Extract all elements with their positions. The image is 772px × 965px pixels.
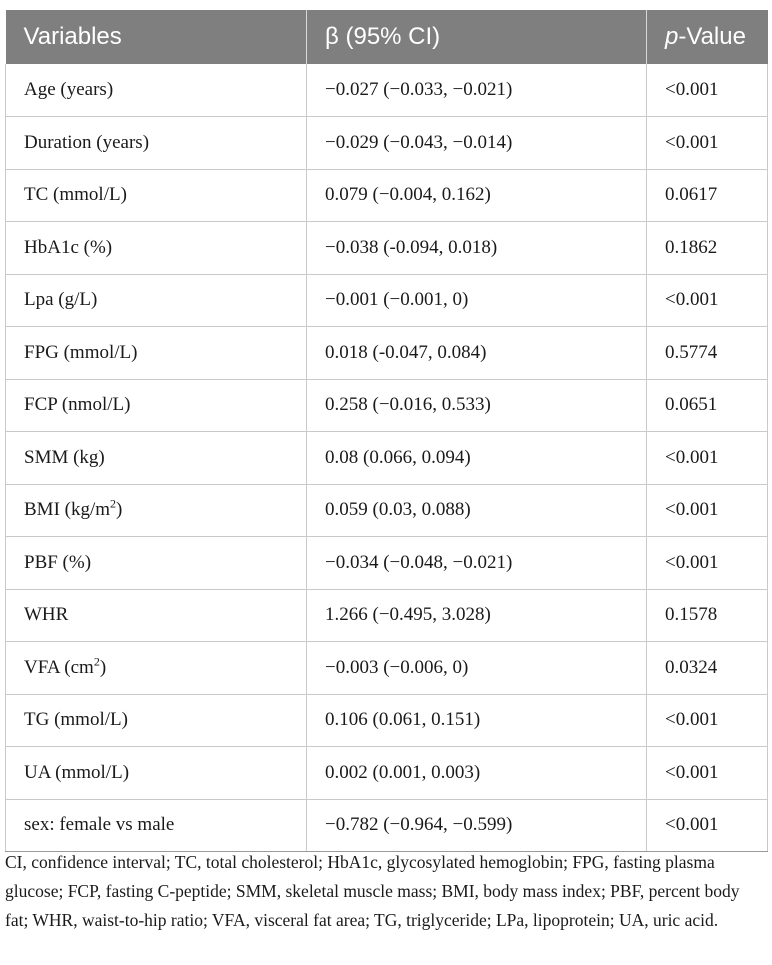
- p-value-cell: <0.001: [647, 537, 768, 590]
- table-row: [6, 64, 768, 117]
- regression-table: [5, 10, 768, 852]
- p-value-cell: <0.001: [647, 432, 768, 485]
- p-value-cell: 0.0617: [647, 169, 768, 222]
- beta-cell: 0.258 (−0.016, 0.533): [307, 379, 647, 432]
- variable-text-end: ): [116, 499, 123, 521]
- beta-cell: −0.034 (−0.048, −0.021): [307, 537, 647, 590]
- variable-cell: WHR: [6, 589, 307, 642]
- beta-cell: 0.002 (0.001, 0.003): [307, 747, 647, 800]
- beta-cell: −0.001 (−0.001, 0): [307, 274, 647, 327]
- table-row: [6, 799, 768, 852]
- variable-cell: Lpa (g/L): [6, 274, 307, 327]
- p-value-cell: <0.001: [647, 694, 768, 747]
- beta-cell: 0.106 (0.061, 0.151): [307, 694, 647, 747]
- p-value-cell: 0.1862: [647, 222, 768, 275]
- variable-text: BMI (kg/m: [24, 499, 111, 521]
- table-footnote: CI, confidence interval; TC, total cholesterol; HbA1c, glycosylated hemoglobin; FPG, fasting plasma glucose; FCP, fasting C-peptide; SMM, skeletal muscle mass; BMI, body mass index; PBF, percent body fat; WHR, waist-to-hip ratio; VFA, visceral fat area; TG, triglyceride; LPa, lipoprotein; UA, uric acid.: [5, 852, 740, 930]
- table-row: [6, 379, 768, 432]
- p-value-cell: <0.001: [647, 274, 768, 327]
- table-row: [6, 589, 768, 642]
- variable-cell: PBF (%): [6, 537, 307, 590]
- table-row: [6, 327, 768, 380]
- variable-cell: FPG (mmol/L): [6, 327, 307, 380]
- p-value-cell: <0.001: [647, 117, 768, 170]
- table-row: [6, 642, 768, 695]
- beta-cell: −0.027 (−0.033, −0.021): [307, 64, 647, 117]
- header-beta-ci: β (95% CI): [307, 10, 647, 64]
- beta-cell: 0.059 (0.03, 0.088): [307, 484, 647, 537]
- variable-cell: [6, 484, 307, 537]
- beta-cell: 1.266 (−0.495, 3.028): [307, 589, 647, 642]
- results-table-container: [5, 10, 767, 852]
- table-row: [6, 694, 768, 747]
- p-value-cell: 0.1578: [647, 589, 768, 642]
- table-row: [6, 117, 768, 170]
- header-variables: Variables: [6, 10, 307, 64]
- table-header-row: [6, 10, 768, 64]
- variable-cell: Duration (years): [6, 117, 307, 170]
- table-body: [6, 64, 768, 852]
- p-value-cell: 0.0651: [647, 379, 768, 432]
- p-value-cell: 0.5774: [647, 327, 768, 380]
- table-row: [6, 432, 768, 485]
- variable-cell: UA (mmol/L): [6, 747, 307, 800]
- p-value-cell: <0.001: [647, 484, 768, 537]
- variable-cell: [6, 642, 307, 695]
- table-row: [6, 484, 768, 537]
- variable-text-end: ): [99, 656, 107, 678]
- variable-cell: TG (mmol/L): [6, 694, 307, 747]
- variable-cell: sex: female vs male: [6, 799, 307, 852]
- table-row: [6, 169, 768, 222]
- beta-cell: −0.029 (−0.043, −0.014): [307, 117, 647, 170]
- p-value-cell: <0.001: [647, 747, 768, 800]
- beta-cell: 0.018 (-0.047, 0.084): [307, 327, 647, 380]
- variable-cell: FCP (nmol/L): [6, 379, 307, 432]
- superscript: 2: [93, 654, 100, 669]
- p-value-cell: 0.0324: [647, 642, 768, 695]
- header-p-suffix: -Value: [678, 23, 746, 50]
- table-row: [6, 747, 768, 800]
- superscript: 2: [110, 496, 117, 511]
- header-p-value: [647, 10, 768, 64]
- beta-cell: 0.079 (−0.004, 0.162): [307, 169, 647, 222]
- p-value-cell: <0.001: [647, 799, 768, 852]
- variable-cell: SMM (kg): [6, 432, 307, 485]
- table-row: [6, 274, 768, 327]
- variable-cell: HbA1c (%): [6, 222, 307, 275]
- variable-cell: TC (mmol/L): [6, 169, 307, 222]
- p-value-cell: <0.001: [647, 64, 768, 117]
- table-row: [6, 537, 768, 590]
- header-p-italic: p: [665, 23, 679, 50]
- beta-cell: −0.038 (-0.094, 0.018): [307, 222, 647, 275]
- beta-cell: 0.08 (0.066, 0.094): [307, 432, 647, 485]
- beta-cell: −0.782 (−0.964, −0.599): [307, 799, 647, 852]
- variable-cell: Age (years): [6, 64, 307, 117]
- variable-text: VFA (cm: [24, 656, 94, 678]
- table-row: [6, 222, 768, 275]
- beta-cell: −0.003 (−0.006, 0): [307, 642, 647, 695]
